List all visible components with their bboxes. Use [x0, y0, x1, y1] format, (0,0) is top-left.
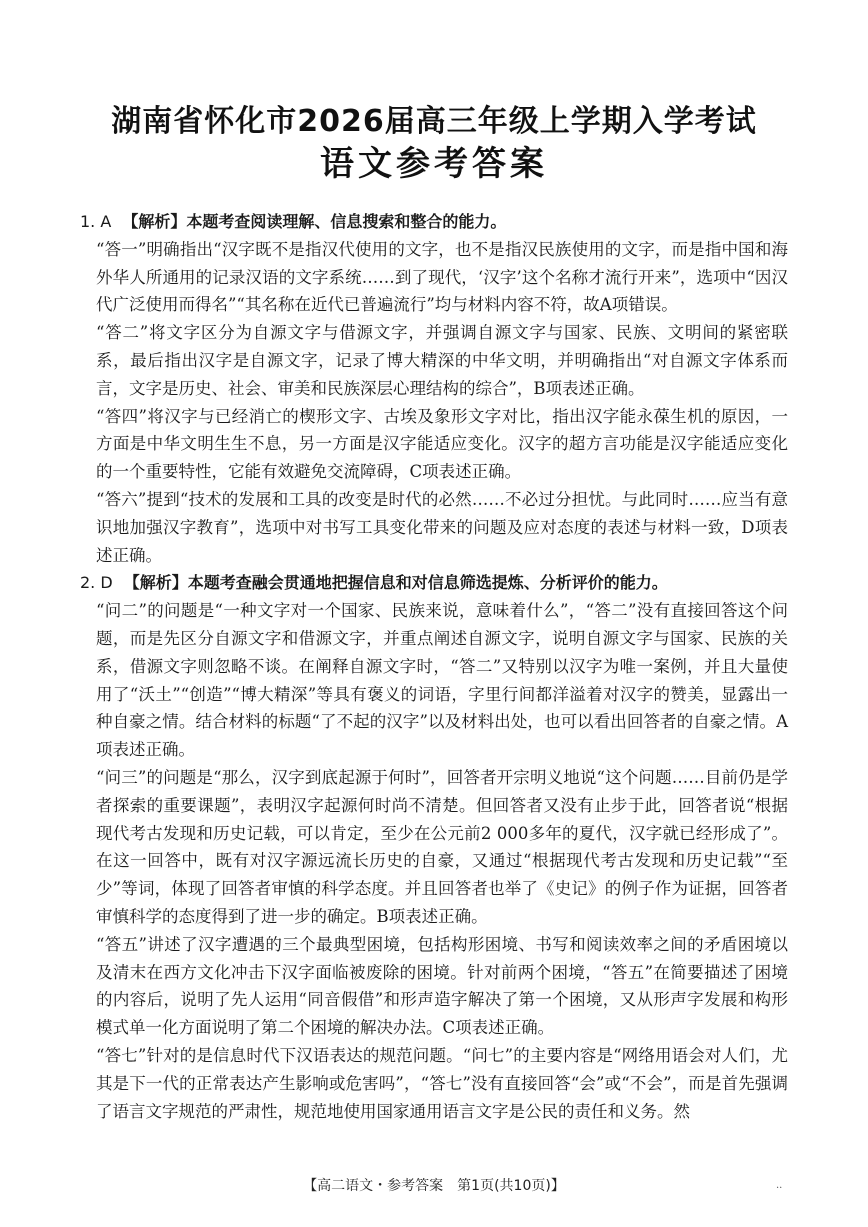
analysis-paragraph: “问二”的问题是“一种文字对一个国家、民族来说，意味着什么”，“答二”没有直接回答这个问题，而是先区分自源文字和借源文字，并重点阐述自源文字，说明自源文字与国家、民族的关系，借源文字则忽略不谈。在阐释自源文字时，“答二”又特别以汉字为唯一案例，并且大量使用了“沃土”“创造”“博大精深”等具有褒义的词语，字里行间都洋溢着对汉字的赞美，显露出一种自豪之情。结合材料的标题“了不起的汉字”以及材料出处，也可以看出回答者的自豪之情。A项表述正确。: [96, 601, 788, 760]
analysis-heading: 【解析】本题考查阅读理解、信息搜索和整合的能力。: [122, 212, 507, 231]
question-heading: [80, 208, 788, 236]
answer-content: [80, 208, 788, 1125]
question-number: 2. D: [80, 573, 113, 593]
analysis-paragraph: “答七”针对的是信息时代下汉语表达的规范问题。“问七”的主要内容是“网络用语会对人们，尤其是下一代的正常表达产生影响或危害吗”，“答七”没有直接回答“会”或“不会”，而是首先强调了语言文字规范的严肃性，规范地使用国家通用语言文字是公民的责任和义务。然: [96, 1045, 788, 1121]
corner-mark: ..: [776, 1180, 783, 1191]
analysis-paragraph: “答六”提到“技术的发展和工具的改变是时代的必然……不必过分担忧。与此同时……应当有意识地加强汉字教育”，选项中对书写工具变化带来的问题及应对态度的表述与材料一致，D项表述正确。: [96, 489, 788, 565]
question-number: 1. A: [80, 212, 112, 231]
analysis-paragraph: “问三”的问题是“那么，汉字到底起源于何时”，回答者开宗明义地说“这个问题……目前仍是学者探索的重要课题”，表明汉字起源何时尚不清楚。但回答者又没有止步于此，回答者说“根据现代考古发现和历史记载，可以肯定，至少在公元前2 000多年的夏代，汉字就已经形成了”。在这一回答中，既有对汉字源远流长历史的自豪，又通过“根据现代考古发现和历史记载”“至少”等词，体现了回答者审慎的科学态度。并且回答者也举了《史记》的例子作为证据，回答者审慎科学的态度得到了进一步的确定。B项表述正确。: [96, 767, 788, 926]
document-subtitle: 语文参考答案: [320, 144, 548, 184]
question-heading: [80, 569, 788, 597]
analysis-heading: 【解析】本题考查融会贯通地把握信息和对信息筛选提炼、分析评价的能力。: [123, 573, 668, 593]
page-footer: 【高二语文・参考答案 第1页(共10页)】: [303, 1178, 565, 1194]
analysis-paragraph: “答一”明确指出“汉字既不是指汉代使用的文字，也不是指汉民族使用的文字，而是指中国和海外华人所通用的记录汉语的文字系统……到了现代，‘汉字’这个名称才流行开来”，选项中“因汉代广泛使用而得名”“其名称在近代已普遍流行”均与材料内容不符，故A项错误。: [96, 239, 788, 315]
question-block-2: [80, 569, 788, 1125]
analysis-paragraph: “答五”讲述了汉字遭遇的三个最典型困境，包括构形困境、书写和阅读效率之间的矛盾困境以及清末在西方文化冲击下汉字面临被废除的困境。针对前两个困境，“答五”在简要描述了困境的内容后，说明了先人运用“同音假借”和形声造字解决了第一个困境，又从形声字发展和构形模式单一化方面说明了第二个困境的解决办法。C项表述正确。: [96, 934, 788, 1038]
analysis-paragraph: “答四”将汉字与已经消亡的楔形文字、古埃及象形文字对比，指出汉字能永葆生机的原因，一方面是中华文明生生不息，另一方面是汉字能适应变化。汉字的超方言功能是汉字能适应变化的一个重要特性，它能有效避免交流障碍，C项表述正确。: [96, 406, 788, 482]
analysis-paragraph: “答二”将文字区分为自源文字与借源文字，并强调自源文字与国家、民族、文明间的紧密联系，最后指出汉字是自源文字，记录了博大精深的中华文明，并明确指出“对自源文字体系而言，文字是历史、社会、审美和民族深层心理结构的综合”，B项表述正确。: [96, 323, 788, 398]
exam-title: 湖南省怀化市2026届高三年级上学期入学考试: [111, 104, 757, 139]
question-block-1: [80, 208, 788, 569]
